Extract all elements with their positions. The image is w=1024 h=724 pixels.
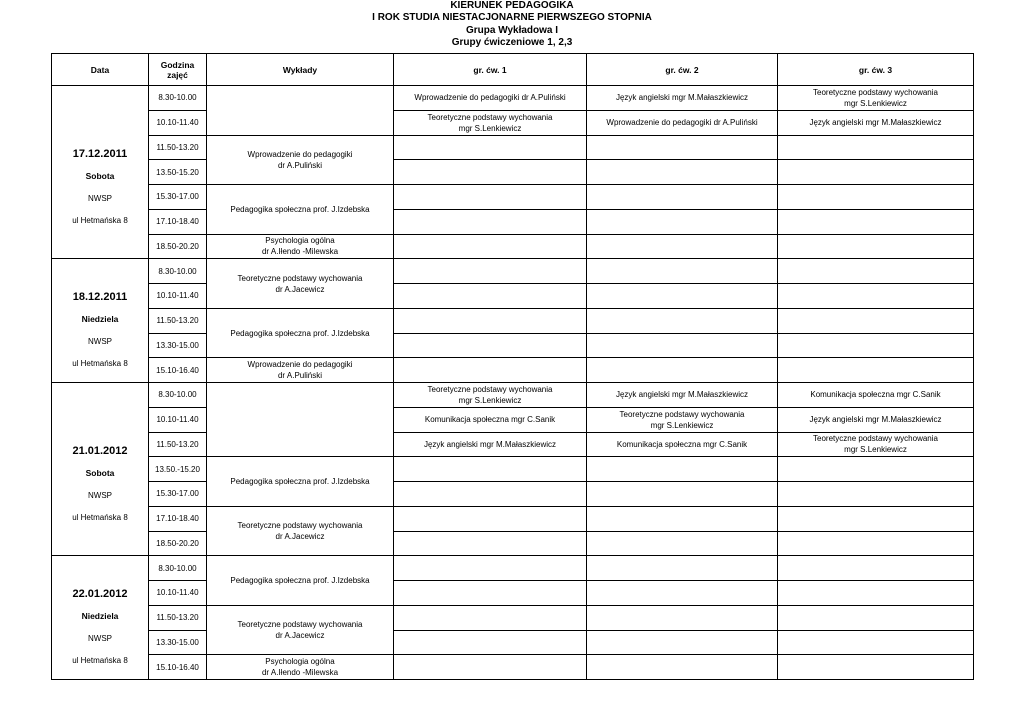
time-slot: 11.50-13.20 [149,308,207,333]
lecture-cell [207,135,394,185]
group-1-cell [394,457,587,482]
day-date: 21.01.2012 [72,444,128,457]
day-address: ul Hetmańska 8 [72,215,128,225]
schedule-row [52,655,974,680]
group-1-cell [394,655,587,680]
schedule-row [52,482,974,507]
time-slot: 11.50-13.20 [149,605,207,630]
group-2-cell [587,407,778,432]
schedule-row [52,432,974,457]
group-1-text: Komunikacja społeczna mgr C.Sanik [424,415,556,425]
lecture-cell [207,86,394,136]
group-2-cell [587,432,778,457]
schedule-row [52,358,974,383]
group-3-cell [778,234,974,259]
group-1-text: Wprowadzenie do pedagogiki dr A.Puliński [414,93,566,103]
group-1-cell [394,358,587,383]
group-3-cell [778,655,974,680]
lecture-text: Pedagogika społeczna prof. J.Izdebska [230,328,370,338]
lecture-text: Wprowadzenie do pedagogiki dr A.Puliński [247,149,353,170]
group-3-cell [778,630,974,655]
schedule-header [52,54,974,86]
lecture-text: Wprowadzenie do pedagogiki dr A.Puliński [247,360,353,381]
time-slot: 10.10-11.40 [149,110,207,135]
group-2-cell [587,333,778,358]
time-slot: 8.30-10.00 [149,86,207,111]
group-2-cell [587,630,778,655]
day-place: NWSP [88,634,112,644]
lecture-cell [207,358,394,383]
group-3-cell [778,407,974,432]
group-1-cell [394,86,587,111]
group-1-cell [394,482,587,507]
day-date: 17.12.2011 [72,147,128,160]
column-header-group-3: gr. ćw. 3 [778,54,974,86]
group-2-cell [587,135,778,160]
header-line-exercise-groups: Grupy ćwiczeniowe 1, 2,3 [451,37,573,49]
schedule-row [52,383,974,408]
group-2-cell [587,506,778,531]
time-slot: 15.30-17.00 [149,482,207,507]
lecture-cell [207,185,394,235]
group-2-cell [587,482,778,507]
schedule-row [52,135,974,160]
lecture-text: Pedagogika społeczna prof. J.Izdebska [230,477,370,486]
group-3-cell [778,259,974,284]
time-slot: 8.30-10.00 [149,556,207,581]
column-header-group-1: gr. ćw. 1 [394,54,587,86]
group-2-text: Komunikacja społeczna mgr C.Sanik [616,439,748,449]
day-info-cell [52,383,149,556]
schedule-row [52,259,974,284]
group-3-text: Komunikacja społeczna mgr C.Sanik [810,390,941,400]
group-3-cell [778,333,974,358]
schedule-row [52,581,974,606]
header-line-study: I ROK STUDIA NIESTACJONARNE PIERWSZEGO STOPNIA [372,12,652,24]
schedule-row [52,209,974,234]
group-2-text: Język angielski mgr M.Małaszkiewicz [615,390,749,400]
group-1-cell [394,284,587,309]
schedule-row [52,556,974,581]
group-1-cell [394,556,587,581]
day-date: 22.01.2012 [72,588,128,601]
schedule-row [52,185,974,210]
group-1-cell [394,110,587,135]
lecture-cell [207,259,394,309]
schedule-row [52,506,974,531]
group-3-text: Teoretyczne podstawy wychowania mgr S.Lenkiewicz [813,434,938,455]
group-3-cell [778,135,974,160]
group-2-text: Wprowadzenie do pedagogiki dr A.Puliński [606,118,758,128]
group-3-cell [778,358,974,383]
group-3-cell [778,556,974,581]
lecture-cell [207,457,394,507]
group-1-cell [394,605,587,630]
time-slot: 11.50-13.20 [149,135,207,160]
time-slot: 8.30-10.00 [149,383,207,408]
group-2-cell [587,209,778,234]
group-2-cell [587,160,778,185]
time-slot: 13.50.-15.20 [149,457,207,482]
group-2-cell [587,581,778,606]
group-2-cell [587,358,778,383]
group-3-cell [778,185,974,210]
time-slot: 11.50-13.20 [149,432,207,457]
schedule-row [52,234,974,259]
day-address: ul Hetmańska 8 [72,359,128,369]
day-info-cell [52,86,149,259]
group-3-cell [778,284,974,309]
schedule-row [52,457,974,482]
schedule-table [51,53,974,680]
group-3-text: Język angielski mgr M.Małaszkiewicz [809,118,942,128]
group-3-cell [778,383,974,408]
day-place: NWSP [88,193,112,203]
group-2-cell [587,234,778,259]
group-1-cell [394,407,587,432]
day-place: NWSP [88,490,112,500]
lecture-cell [207,234,394,259]
column-header-lectures: Wykłady [207,54,394,86]
group-1-cell [394,531,587,556]
group-3-cell [778,86,974,111]
group-2-text: Język angielski mgr M.Małaszkiewicz [615,93,749,103]
group-3-cell [778,531,974,556]
schedule-row [52,333,974,358]
time-slot: 13.30-15.00 [149,333,207,358]
group-1-cell [394,209,587,234]
schedule-body [52,86,974,680]
group-1-cell [394,383,587,408]
group-2-cell [587,110,778,135]
time-slot: 13.30-15.00 [149,630,207,655]
lecture-cell [207,655,394,680]
group-1-cell [394,432,587,457]
group-3-cell [778,160,974,185]
group-1-cell [394,630,587,655]
time-slot: 18.50-20.20 [149,531,207,556]
group-1-text: Teoretyczne podstawy wychowania mgr S.Lenkiewicz [427,112,553,133]
group-1-cell [394,581,587,606]
group-1-text: Język angielski mgr M.Małaszkiewicz [423,439,557,449]
day-address: ul Hetmańska 8 [72,656,128,666]
column-header-date: Data [52,54,149,86]
document-header [0,0,1024,50]
time-slot: 18.50-20.20 [149,234,207,259]
group-1-cell [394,308,587,333]
time-slot: 10.10-11.40 [149,407,207,432]
group-3-cell [778,209,974,234]
group-1-cell [394,160,587,185]
group-2-cell [587,284,778,309]
group-1-cell [394,259,587,284]
day-name: Sobota [85,170,115,181]
group-3-cell [778,432,974,457]
group-2-cell [587,308,778,333]
lecture-cell [207,506,394,556]
lecture-text: Teoretyczne podstawy wychowania dr A.Jacewicz [237,521,363,541]
group-2-cell [587,655,778,680]
schedule-row [52,630,974,655]
schedule-row [52,407,974,432]
group-2-cell [587,605,778,630]
time-slot: 17.10-18.40 [149,506,207,531]
schedule-row [52,86,974,111]
time-slot: 15.10-16.40 [149,655,207,680]
time-slot: 10.10-11.40 [149,581,207,606]
group-2-cell [587,86,778,111]
group-1-cell [394,234,587,259]
time-slot: 15.10-16.40 [149,358,207,383]
day-name: Sobota [85,467,115,478]
schedule-row [52,284,974,309]
day-place: NWSP [88,337,112,347]
time-slot: 10.10-11.40 [149,284,207,309]
day-info-cell [52,556,149,680]
day-address: ul Hetmańska 8 [72,512,128,522]
lecture-text: Teoretyczne podstawy wychowania dr A.Jacewicz [237,273,363,294]
group-3-cell [778,110,974,135]
schedule-row [52,160,974,185]
time-slot: 13.50-15.20 [149,160,207,185]
schedule-row [52,605,974,630]
group-2-cell [587,531,778,556]
day-info-cell [52,259,149,383]
group-3-text: Teoretyczne podstawy wychowania mgr S.Lenkiewicz [813,87,938,108]
group-1-text: Teoretyczne podstawy wychowania mgr S.Lenkiewicz [427,384,553,405]
lecture-cell [207,605,394,655]
column-header-group-2: gr. ćw. 2 [587,54,778,86]
time-slot: 17.10-18.40 [149,209,207,234]
lecture-text: Pedagogika społeczna prof. J.Izdebska [230,204,370,214]
schedule-row [52,110,974,135]
day-name: Niedziela [81,611,119,622]
group-3-cell [778,605,974,630]
group-2-text: Teoretyczne podstawy wychowania mgr S.Lenkiewicz [619,409,745,430]
group-1-cell [394,333,587,358]
day-name: Niedziela [81,314,119,325]
lecture-text: Psychologia ogólna dr A.Iłendo -Milewska [261,657,339,678]
group-2-cell [587,185,778,210]
group-3-cell [778,457,974,482]
lecture-text: Psychologia ogólna dr A.Iłendo -Milewska [261,236,339,257]
header-line-program: KIERUNEK PEDAGOGIKA [450,0,574,11]
lecture-cell [207,556,394,606]
day-date: 18.12.2011 [72,291,128,304]
header-line-lecture-group: Grupa Wykładowa I [465,24,559,36]
time-slot: 15.30-17.00 [149,185,207,210]
group-3-cell [778,308,974,333]
group-3-cell [778,506,974,531]
group-2-cell [587,457,778,482]
schedule-row [52,308,974,333]
time-slot: 8.30-10.00 [149,259,207,284]
group-3-text: Język angielski mgr M.Małaszkiewicz [809,415,942,425]
column-header-time: Godzina zajęć [149,54,207,86]
group-2-cell [587,259,778,284]
lecture-text: Pedagogika społeczna prof. J.Izdebska [230,576,370,585]
group-1-cell [394,506,587,531]
lecture-cell [207,383,394,457]
group-1-cell [394,185,587,210]
lecture-cell [207,308,394,358]
group-2-cell [587,556,778,581]
schedule-row [52,531,974,556]
group-3-cell [778,581,974,606]
group-3-cell [778,482,974,507]
group-2-cell [587,383,778,408]
group-1-cell [394,135,587,160]
lecture-text: Teoretyczne podstawy wychowania dr A.Jacewicz [237,620,363,640]
